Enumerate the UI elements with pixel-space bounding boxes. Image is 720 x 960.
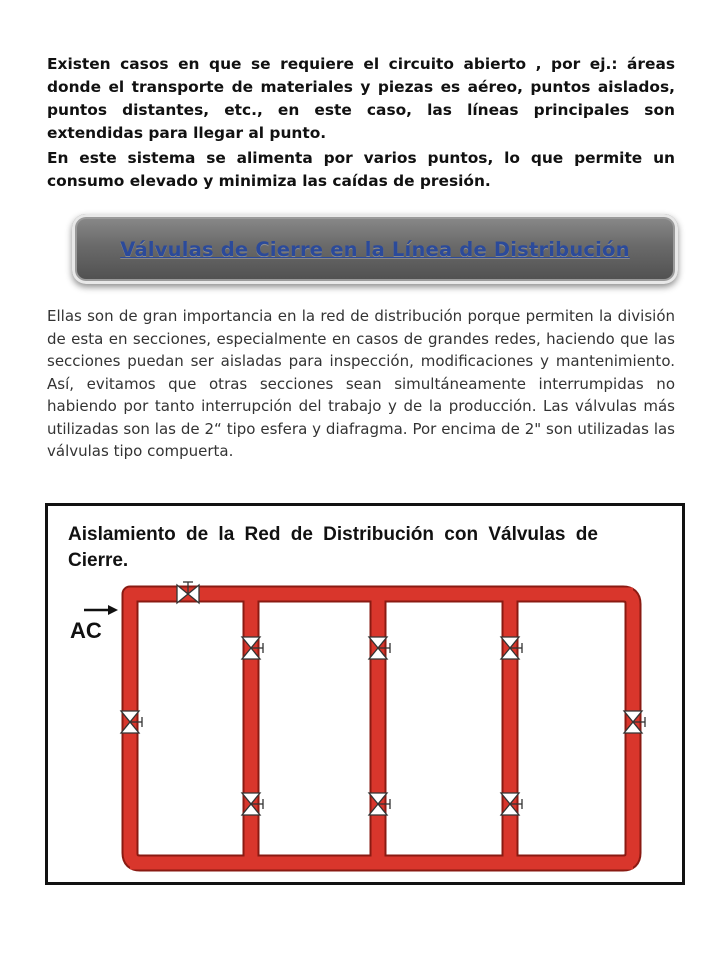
- inlet-arrow-icon: [84, 605, 118, 615]
- section-banner: [72, 214, 678, 284]
- inlet-label: AC: [70, 618, 102, 643]
- paragraph-valves: Ellas son de gran importancia en la red de distribución porque permiten la división de esta en secciones, especialmente en casos de grandes redes, haciendo que las secciones puedan ser aisladas para inspección, modificaciones y mantenimiento. Así, evitamos que otras secciones sean simultáneamente interrumpidas no habiendo por tanto interrupción del trabajo y de la producción. Las válvulas más utilizadas son las de 2“ tipo esfera y diafragma. Por encima de 2" son utilizadas las válvulas tipo compuerta.: [47, 307, 675, 460]
- pipe-network-diagram: [48, 506, 682, 882]
- figure-title: Aislamiento de la Red de Distribución con Válvulas de Cierre.: [68, 524, 598, 571]
- pipe-loop: [130, 594, 633, 863]
- paragraph-open-circuit: Existen casos en que se requiere el circuito abierto , por ej.: áreas donde el transporte de materiales y piezas es aéreo, puntos aislados, puntos distantes, etc., en este caso, las líneas principales son extendidas para llegar al punto.: [47, 55, 675, 142]
- paragraph-multi-feed: En este sistema se alimenta por varios puntos, lo que permite un consumo elevado y minimiza las caídas de presión.: [47, 149, 675, 190]
- distribution-network-figure: [45, 503, 685, 885]
- section-title: Válvulas de Cierre en la Línea de Distribución: [120, 237, 630, 261]
